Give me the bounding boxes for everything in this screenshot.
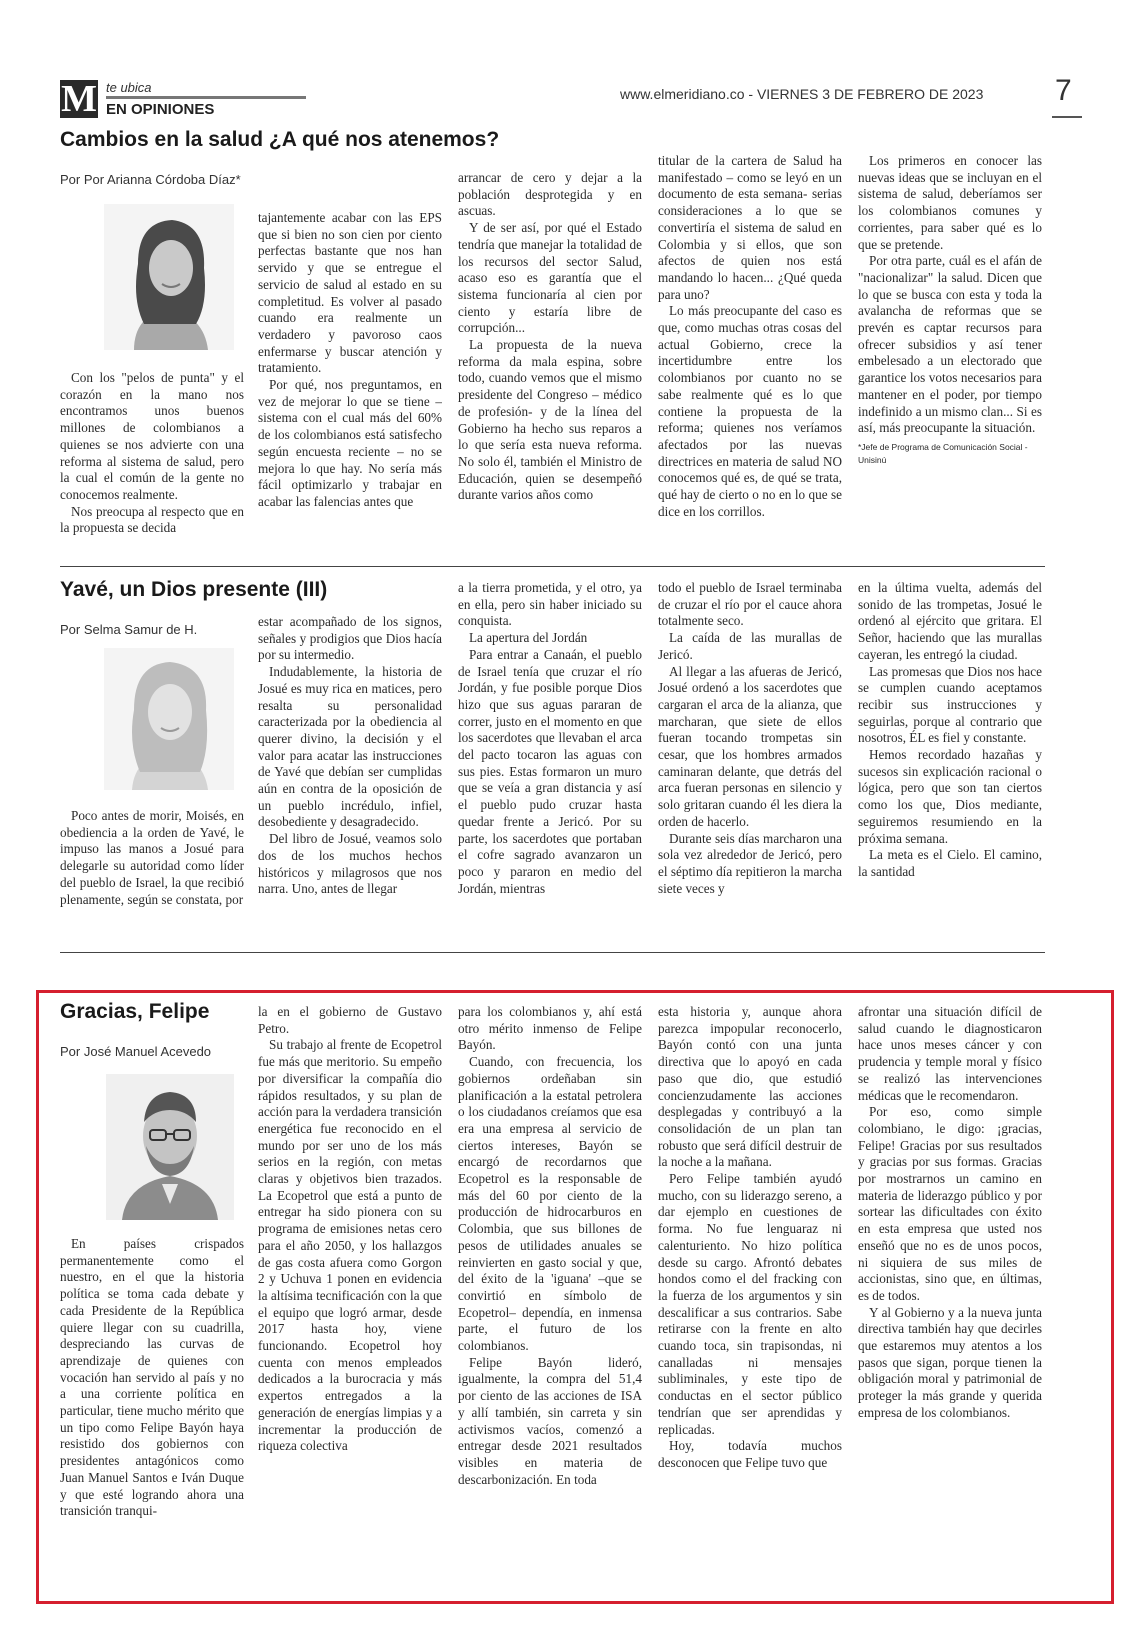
article-column: [258, 614, 442, 938]
paragraph: titular de la cartera de Salud ha manifestado – como se leyó en un documento de esta semana- serias consideraciones a lo que se convertiría el sistema de salud en Colombia y si ellos, que son afectos de quien nos está mandando lo hacen... ¿Qué queda para uno?: [658, 153, 842, 302]
author-portrait-woman-dark-hair-icon: [104, 204, 234, 350]
article-title: Yavé, un Dios presente (III): [60, 578, 328, 601]
paragraph: Su trabajo al frente de Ecopetrol fue más que meritorio. Su empeño por diversificar la compañía dio rápidos resultados, y su plan de acción para la verdadera transición energética fue reconocido en el mundo por ser uno de los más serios en la región, con metas claras y objetivos bien trazados. La Ecopetrol que está a punto de entregar ha sido pionera con su programa de emisiones netas cero para el año 2050, y los hallazgos de gas costa afuera como Gorgon 2 y Uchuva 1 ponen en evidencia la altísima tecnificación con la que el equipo que logró armar, desde 2017 hasta hoy, viene funcionando. Ecopetrol hoy cuenta con menos empleados dedicados a la burocracia y más expertos entregados a la generación de energías limpias y a incrementar la producción de riqueza colectiva: [258, 1037, 442, 1454]
paragraph: Hoy, todavía muchos desconocen que Felipe tuvo que: [658, 1438, 842, 1470]
article-byline: Por Selma Samur de H.: [60, 622, 198, 637]
paragraph: Por eso, como simple colombiano, le digo: ¡gracias, Felipe! Gracias por sus resultados y gracias por sus formas. Gracias por mostrarnos un camino en materia de liderazgo público y por sortear las dificultades con éxito en esta empresa que usted nos enseñó que no es de unos pocos, ni siquiera de sus miles de accionistas, sino que, en últimas, es de todos.: [858, 1104, 1042, 1303]
paragraph: la en el gobierno de Gustavo Petro.: [258, 1004, 442, 1036]
article-column: [658, 580, 842, 938]
article-byline: Por Por Arianna Córdoba Díaz*: [60, 172, 241, 187]
paragraph: Lo más preocupante del caso es que, como muchas otras cosas del actual Gobierno, crece la incertidumbre entre los colombianos por cuanto no se sabe realmente qué es lo que contiene la propuesta de la reforma; quienes nos veríamos afectados por las nuevas directrices en materia de salud NO conocemos qué es, de qué se trata, qué hay de cierto o no en lo que se dice en los corrillos.: [658, 303, 842, 519]
page-number: 7: [1055, 74, 1072, 107]
paragraph: Por otra parte, cuál es el afán de "nacionalizar" la salud. Dicen que lo que se busca con esta y toda la avalancha de reformas que se prevén es captar recursos para ofrecer subsidios y así tener embelesado a un electorado que garantice los votos necesarios para mantener en el poder, por tiempo indefinido a un mismo clan... Si es así, más preocupante la situación.: [858, 253, 1042, 436]
newspaper-logo: M: [61, 78, 97, 120]
paragraph: Y de ser así, por qué el Estado tendría que manejar la totalidad de los recursos del sector Salud, acaso eso es garantía que el sistema funcionaría al cien por ciento y estaría libre de corrupción...: [458, 220, 642, 336]
paragraph: Durante seis días marcharon una sola vez alrededor de Jericó, pero el séptimo día repitieron la marcha siete veces y: [658, 830, 842, 896]
paragraph: Con los "pelos de punta" y el corazón en la mano nos encontramos unos buenos millones de colombianos a quienes se nos advierte con una reforma al sistema de salud, pero la cual el común de la gente no conocemos realmente.: [60, 370, 244, 502]
article-column: [258, 210, 442, 550]
article-column: [458, 1004, 642, 1596]
paragraph: Al llegar a las afueras de Jericó, Josué ordenó a los sacerdotes que cargaran el arca de la alianza, que marcharan, que siete de ellos fueran tocando trompetas sin cesar, que los hombres armados caminaran delante, que detrás del arca fueran personas en silencio y solo gritaran cuando él les diera la orden de hacerlo.: [658, 663, 842, 829]
article-byline: Por José Manuel Acevedo: [60, 1044, 212, 1059]
paragraph: Pero Felipe también ayudó mucho, con su liderazgo sereno, a dar ejemplo en cuestiones de forma. No fue lenguaraz ni calenturiento. No hizo política desde su cargo. Afrontó debates hondos como el del fracking con la fuerza de los argumentos y sin descalificar a sus contrarios. Sabe retirarse con la frente en alto cuando toca, sin trapisondas, ni canalladas ni mensajes subliminales, y este tipo de conductas en el sector público tendrían que ser aprendidas y replicadas.: [658, 1171, 842, 1437]
article-column: [60, 808, 244, 938]
author-footnote: *Jefe de Programa de Comunicación Social - Unisinú: [858, 441, 1028, 465]
author-portrait-woman-light-hair-icon: [104, 648, 234, 790]
tagline: te ubica: [106, 80, 152, 95]
subheading: La caída de las murallas de Jericó.: [658, 630, 842, 662]
article-title: Gracias, Felipe: [60, 1000, 210, 1023]
article-column: [60, 1236, 244, 1596]
article-column: [658, 1004, 842, 1596]
paragraph: afrontar una situación difícil de salud cuando le diagnosticaron hace unos meses cáncer y con prudencia y temple moral y físico se realizó las intervenciones médicas que le recomendaron.: [858, 1004, 1042, 1103]
paragraph: Cuando, con frecuencia, los gobiernos ordeñaban sin planificación a la estatal petrolera o los ciudadanos creíamos que esa era una empresa al servicio de ciertos intereses, Bayón se encargó de recordarnos que Ecopetrol es la responsable de más del 60 por ciento de la producción de hidrocarburos en Colombia, que sus billones de pesos de utilidades anuales se reinvierten en gasto social y que, del éxito de la 'iguana' –que se convirtió en símbolo de Ecopetrol– dependía, en inmensa parte, el futuro de los colombianos.: [458, 1054, 642, 1354]
site-date: www.elmeridiano.co - VIERNES 3 DE FEBRERO DE 2023: [620, 86, 984, 102]
section-name: EN OPINIONES: [106, 101, 215, 118]
article-column: [858, 1004, 1042, 1596]
paragraph: Del libro de Josué, veamos solo dos de los muchos hechos históricos y milagrosos que nos narra. Uno, antes de llegar: [258, 831, 442, 897]
page-number-rule: [1052, 116, 1082, 118]
paragraph: arrancar de cero y dejar a la población desprotegida y en ascuas.: [458, 170, 642, 219]
paragraph: Nos preocupa al respecto que en la propuesta se decida: [60, 503, 244, 536]
paragraph: Indudablemente, la historia de Josué es muy rica en matices, pero resalta su personalidad caracterizada por la obediencia al querer divino, la decisión y el valor para acatar las instrucciones de Yavé que debían ser cumplidas aún en contra de la oposición de un pueblo incrédulo, infiel, desobediente y desagradecido.: [258, 664, 442, 830]
paragraph: Felipe Bayón lideró, igualmente, la compra del 51,4 por ciento de las acciones de ISA y allí también, sin carreta y sin activismos vacíos, comenzó a entregar desde 2021 resultados visibles en materia de descarbonización. En toda: [458, 1354, 642, 1487]
paragraph: en la última vuelta, además del sonido de las trompetas, Josué le ordenó al ejército que gritara. El Señor, haciendo que las murallas cayeran, les entregó la ciudad.: [858, 580, 1042, 662]
paragraph: Hemos recordado hazañas y sucesos sin explicación racional o lógica, pero que son tan ciertos como los que, Dios mediante, seguiremos resumiendo en la próxima semana.: [858, 747, 1042, 846]
paragraph: La propuesta de la nueva reforma da mala espina, sobre todo, cuando vemos que el mismo presidente del Congreso – médico de profesión- y de la línea del Gobierno ha hecho sus reparos a lo que sería esta nueva reforma. No solo él, también el Ministro de Educación, quien se desempeñó durante varios años como: [458, 337, 642, 503]
subheading: La apertura del Jordán: [469, 630, 588, 646]
paragraph: esta historia y, aunque ahora parezca impopular reconocerlo, Bayón contó con una junta directiva que lo apoyó en cada paso que dio, que estudió concienzudamente las acciones desplegadas y contribuyó a la consolidación de un plan tan robusto que será difícil destruir de la noche a la mañana.: [658, 1004, 842, 1170]
article-column: [458, 170, 642, 550]
paragraph: todo el pueblo de Israel terminaba de cruzar el río por el cauce ahora totalmente seco.: [658, 580, 842, 629]
paragraph: Por qué, nos preguntamos, en vez de mejorar lo que se tiene – sistema con el cual más del 60% de los colombianos está satisfecho según encuesta reciente – no se mejora lo que hay. No sería más fácil optimizarlo y trabajar en acabar las falencias antes que: [258, 377, 442, 509]
article-title: Cambios en la salud ¿A qué nos atenemos?: [60, 128, 500, 151]
author-photo-selma: [104, 648, 234, 790]
article-column: [60, 370, 244, 550]
section-bar: [106, 96, 306, 99]
paragraph: a la tierra prometida, y el otro, ya en ella, pero sin haber iniciado su conquista.: [458, 580, 642, 629]
paragraph: Y al Gobierno y a la nueva junta directiva también hay que decirles que estaremos muy atentos a los pasos que sigan, porque tienen la obligación moral y patrimonial de proteger la más grande y querida empresa de los colombianos.: [858, 1304, 1042, 1420]
article-divider: [60, 952, 1045, 953]
article-column: [858, 153, 1042, 550]
author-photo-arianna: [104, 204, 234, 350]
article-column: [258, 1004, 442, 1596]
author-photo-jose-manuel: [106, 1074, 234, 1220]
article-column: [858, 580, 1042, 938]
paragraph: para los colombianos y, ahí está otro mérito inmenso de Felipe Bayón.: [458, 1004, 642, 1053]
paragraph: En países crispados permanentemente como el nuestro, en el que la historia política se toma cada debate y cada Presidente de la República quiere llegar con su cuadrilla, despreciando las curvas de aprendizaje de quienes con vocación han servido al país y no a una corriente política en particular, tiene mucho mérito que un tipo como Felipe Bayón haya resistido dos gobiernos con presidentes antagónicos como Juan Manuel Santos e Iván Duque y que esté logrando ahora una transición tranqui-: [60, 1236, 244, 1519]
paragraph: Los primeros en conocer las nuevas ideas que se incluyan en el sistema de salud, deberíamos ser los colombianos comunes y corrientes, para saber qué es lo que se pretende.: [858, 153, 1042, 252]
paragraph: tajantemente acabar con las EPS que si bien no son cien por ciento perfectas bastante que nos han servido y que se entregue el servicio de salud al estado en su completitud. Es volver al pasado cuando era realmente un verdadero y pavoroso caos enfermarse y buscar atención y tratamiento.: [258, 210, 442, 376]
article-divider: [60, 566, 1045, 567]
article-column: [458, 580, 642, 938]
paragraph: La meta es el Cielo. El camino, la santidad: [858, 847, 1042, 879]
article-column: [658, 153, 842, 550]
paragraph: Las promesas que Dios nos hace se cumplen cuando aceptamos recibir sus instrucciones y seguirlas, porque al contrario que nosotros, ÉL es fiel y constante.: [858, 663, 1042, 746]
paragraph: estar acompañado de los signos, señales y prodigios que Dios hacía por su intermedio.: [258, 614, 442, 663]
paragraph: Para entrar a Canaán, el pueblo de Israel tenía que cruzar el río Jordán, y fue posible porque Dios hizo que sus aguas pararan de correr, justo en el momento en que los sacerdotes que llevaban el arca del pacto tocaron las aguas con sus pies. Estas formaron un muro que se veía a gran distancia y así el pueblo pudo cruzar hasta quedar frente a Jericó. Por su parte, los sacerdotes que portaban el cofre sagrado avanzaron un poco y pararon en medio del Jordán, mientras: [458, 646, 642, 896]
paragraph: Poco antes de morir, Moisés, en obediencia a la orden de Yavé, le impuso las manos a Josué para delegarle su autoridad como líder del pueblo de Israel, la que recibió plenamente, según se constata, por: [60, 808, 244, 907]
author-portrait-man-glasses-beard-icon: [106, 1074, 234, 1220]
